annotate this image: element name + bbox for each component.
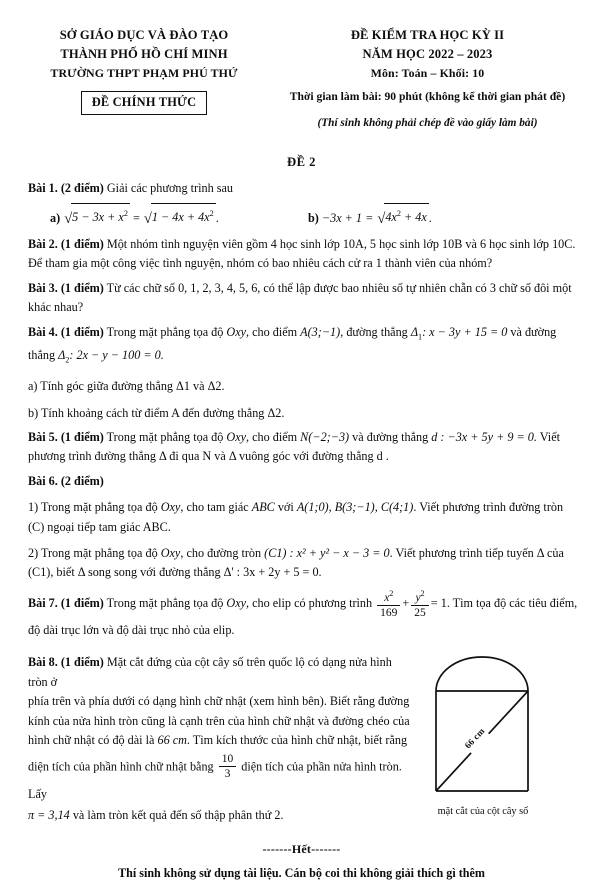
sqrt-left: $√5 - 3x + x^2$ <box>63 204 130 229</box>
question-2-points: (1 điểm) <box>60 236 104 251</box>
ellipse-num-x: x <box>384 591 390 604</box>
question-5 <box>28 428 579 467</box>
lhs-b: −3x + 1 = <box>321 211 374 226</box>
q8-line-4-wrap <box>28 731 414 751</box>
question-4-points: (1 điểm) <box>60 324 104 339</box>
coordinate-plane-label-q6: Oxy <box>160 500 181 515</box>
question-4-intro-2: , cho điểm <box>246 324 301 339</box>
radicand-a-left: 5 − 3x + x <box>72 210 124 225</box>
question-4-intro-3: , đường thẳng <box>340 324 411 339</box>
point-a: A(3;−1) <box>300 324 341 339</box>
period-a: . <box>215 211 219 226</box>
period-b: . <box>428 211 432 226</box>
questions-container <box>0 179 603 826</box>
exam-title: ĐỀ KIỂM TRA HỌC KỲ II <box>350 28 505 42</box>
exam-note: (Thí sinh không phải chép đề vào giấy làm bài) <box>317 117 538 129</box>
question-8 <box>28 653 579 826</box>
department-line-1: SỞ GIÁO DỤC VÀ ĐÀO TẠO <box>59 28 229 42</box>
ellipse-fraction-y: $\frac{y^2}{25}$ <box>411 587 429 620</box>
q8-line-6-b: và làm tròn kết quả đến số thập phân thứ 2. <box>69 808 284 823</box>
point-n: N(−2;−3) <box>300 430 350 444</box>
q8-line-1: Mặt cắt đứng của cột cây số trên quốc lộ có dạng nửa hình tròn ở <box>28 655 392 689</box>
end-marker: -------Hết------- <box>262 841 341 856</box>
cross-section-figure <box>426 655 538 797</box>
question-5-line-2: Viết phương trình đường thẳng Δ đi qua N và Δ vuông góc với đường thẳng d . <box>28 430 560 464</box>
question-6-points: (2 điểm) <box>60 473 104 488</box>
delta-1-symbol: $\Delta_1$ <box>410 324 423 341</box>
question-1-prompt: Giải các phương trình sau <box>106 181 233 195</box>
semicircle-top <box>436 657 528 691</box>
area-ratio-fraction <box>219 752 237 781</box>
triangle-abc: ABC <box>251 500 275 515</box>
q8-line-3: kính của nửa hình tròn cũng là cạnh trên của hình chữ nhật và đường chéo của <box>28 713 410 728</box>
question-7-tail: . Tìm tọa độ các tiêu điểm, độ dài trục lớn và độ dài trục nhỏ của elip. <box>28 596 578 637</box>
radicand-a-right: 1 − 4x + 4x <box>151 210 210 225</box>
coordinate-plane-label-q7: Oxy <box>226 596 247 611</box>
question-5-intro: Trong mặt phẳng tọa độ <box>106 430 227 444</box>
equals-sign: = <box>132 211 140 226</box>
q8-line-2: phía trên và phía dưới có dạng hình chữ nhật (xem hình bên). Biết rằng đường <box>28 694 410 709</box>
question-8-label: Bài 8. <box>28 655 58 670</box>
coordinate-plane-label-q5: Oxy <box>226 430 247 444</box>
question-6 <box>28 472 579 491</box>
document-header <box>0 0 603 133</box>
question-4 <box>28 323 579 371</box>
question-6-label: Bài 6. <box>28 473 58 488</box>
ellipse-eq-tail: = 1 <box>430 596 447 611</box>
question-8-text <box>28 653 420 826</box>
footer-instruction: Thí sinh không sử dụng tài liệu. Cán bộ coi thi không giải thích gì thêm <box>118 865 485 880</box>
question-3-label: Bài 3. <box>28 280 58 295</box>
q6-p2-c: . Viết phương trình tiếp tuyến Δ của (C1), biết Δ song song với đường thẳng Δ' : 3x + 2y + 5 = 0. <box>28 546 564 580</box>
department-line-2: THÀNH PHỐ HỒ CHÍ MINH <box>60 47 228 61</box>
q8-line-5-a: diện tích của phần hình chữ nhật bằng <box>28 759 217 774</box>
question-3-points: (1 điểm) <box>60 280 104 295</box>
question-2-label: Bài 2. <box>28 236 58 251</box>
question-2 <box>28 235 579 274</box>
q8-line-5-b: diện tích của phần nửa hình tròn. Lấy <box>28 759 402 802</box>
question-7 <box>28 588 579 640</box>
question-8-points: (1 điểm) <box>60 655 104 670</box>
exam-duration: Thời gian làm bài: 90 phút (không kể thời gian phát đề) <box>289 90 566 103</box>
question-7-intro: Trong mặt phẳng tọa độ <box>106 596 227 611</box>
school-year: NĂM HỌC 2022 – 2023 <box>362 47 493 61</box>
question-1-equations <box>28 204 579 229</box>
q6-p2-a: Trong mặt phẳng tọa độ <box>40 546 161 561</box>
question-5-label: Bài 5. <box>28 430 58 444</box>
q6-p1-b: , cho tam giác <box>180 500 252 515</box>
coordinate-plane-label: Oxy <box>226 324 247 339</box>
question-7-label: Bài 7. <box>28 596 58 611</box>
official-exam-badge: ĐỀ CHÍNH THỨC <box>81 91 208 115</box>
question-3 <box>28 279 579 318</box>
question-3-text: Từ các chữ số 0, 1, 2, 3, 4, 5, 6, có thể lập được bao nhiêu số tự nhiên chẵn có 3 chữ số đôi một khác nhau? <box>28 280 572 315</box>
milestone-cross-section-svg <box>426 655 538 797</box>
question-2-text: Một nhóm tình nguyện viên gồm 4 học sinh lớp 10A, 5 học sinh lớp 10B và 6 học sinh lớp 10C. Để tham gia một công việc tình nguyện, nhóm có bao nhiêu cách cử ra 1 thành viên của nhóm? <box>28 236 576 271</box>
ellipse-num-y: y <box>415 591 421 604</box>
question-8-figure-area <box>420 653 579 826</box>
figure-caption: mặt cắt của cột cây số <box>437 806 529 818</box>
triangle-vertices: A(1;0), B(3;−1), C(4;1) <box>296 500 414 515</box>
line-d-equation: d : −3x + 5y + 9 = 0. <box>431 430 537 444</box>
radicand-b-tail: + 4x <box>400 210 427 225</box>
question-5-mid: , cho điểm <box>246 430 301 444</box>
area-ratio-den: 3 <box>224 768 231 781</box>
ellipse-fraction-x: $\frac{x^2}{169}$ <box>377 587 400 620</box>
part-1-marker: 1) <box>28 500 39 515</box>
line-1-equation: : x − 3y + 15 = 0 <box>422 324 508 339</box>
header-right-block <box>270 24 585 133</box>
question-6-part-1 <box>28 498 579 537</box>
coordinate-plane-label-q6b: Oxy <box>160 546 181 561</box>
diagonal-dimension-label: 66 cm <box>459 723 491 755</box>
part-2-marker: 2) <box>28 546 39 561</box>
subject-grade: Môn: Toán – Khối: 10 <box>370 66 485 80</box>
ellipse-den-x: 169 <box>380 606 398 619</box>
part-a-marker: a) <box>50 211 61 226</box>
question-1-part-b <box>308 204 579 229</box>
sqrt-b: $√4x^2 + 4x$ <box>376 204 428 229</box>
question-6-part-2 <box>28 544 579 583</box>
question-1-part-a <box>50 204 308 229</box>
q8-line-4-a: hình chữ nhật có độ dài là <box>28 733 158 748</box>
q6-p1-d: . Viết phương trình đường tròn (C) ngoại tiếp tam giác ABC. <box>28 500 564 534</box>
q6-p1-a: Trong mặt phẳng tọa độ <box>40 500 161 515</box>
area-ratio-num: 10 <box>219 752 237 767</box>
part-b-marker: b) <box>308 211 319 226</box>
pi-value: π = 3,14 <box>28 808 70 823</box>
document-footer <box>0 842 603 881</box>
question-1 <box>28 179 579 198</box>
question-5-mid-2: và đường thẳng <box>349 430 432 444</box>
q8-line-1-wrap <box>28 653 414 692</box>
sqrt-right: $√1 - 4x + 4x^2$ <box>143 204 216 229</box>
question-1-label: Bài 1. <box>28 181 58 195</box>
delta-2-symbol: $\Delta_2$ <box>58 348 70 365</box>
diagonal-length-value: 66 cm <box>157 733 187 748</box>
question-4-part-a: a) Tính góc giữa đường thẳng Δ1 và Δ2. <box>28 379 225 394</box>
question-4-intro-1: Trong mặt phẳng tọa độ <box>106 324 227 339</box>
question-7-mid: , cho elip có phương trình <box>246 596 376 611</box>
question-1-points: (2 điểm) <box>60 181 104 195</box>
question-7-points: (1 điểm) <box>60 596 104 611</box>
question-4-part-b: b) Tính khoảng cách từ điểm A đến đường thẳng Δ2. <box>28 405 285 420</box>
q8-line-6-wrap <box>28 806 414 826</box>
plus-sign: + <box>402 596 410 611</box>
ellipse-den-y: 25 <box>414 606 426 619</box>
question-5-points: (1 điểm) <box>60 430 104 444</box>
radicand-b: 4x <box>385 210 397 225</box>
exam-code: ĐỀ 2 <box>287 155 316 169</box>
question-4-label: Bài 4. <box>28 324 58 339</box>
question-4-intro-4: và đường thẳng <box>28 324 557 363</box>
circle-c1-equation: (C1) : x² + y² − x − 3 = 0 <box>264 546 390 561</box>
q8-line-5-wrap <box>28 753 414 806</box>
line-2-equation: : 2x − y − 100 = 0. <box>69 348 164 363</box>
school-name: TRƯỜNG THPT PHẠM PHÚ THỨ <box>50 66 238 80</box>
q6-p1-c: với <box>274 500 297 515</box>
q6-p2-b: , cho đường tròn <box>180 546 265 561</box>
header-left-block <box>18 24 270 133</box>
q8-line-4-b: . Tìm kích thước của hình chữ nhật, biết rằng <box>186 733 408 748</box>
